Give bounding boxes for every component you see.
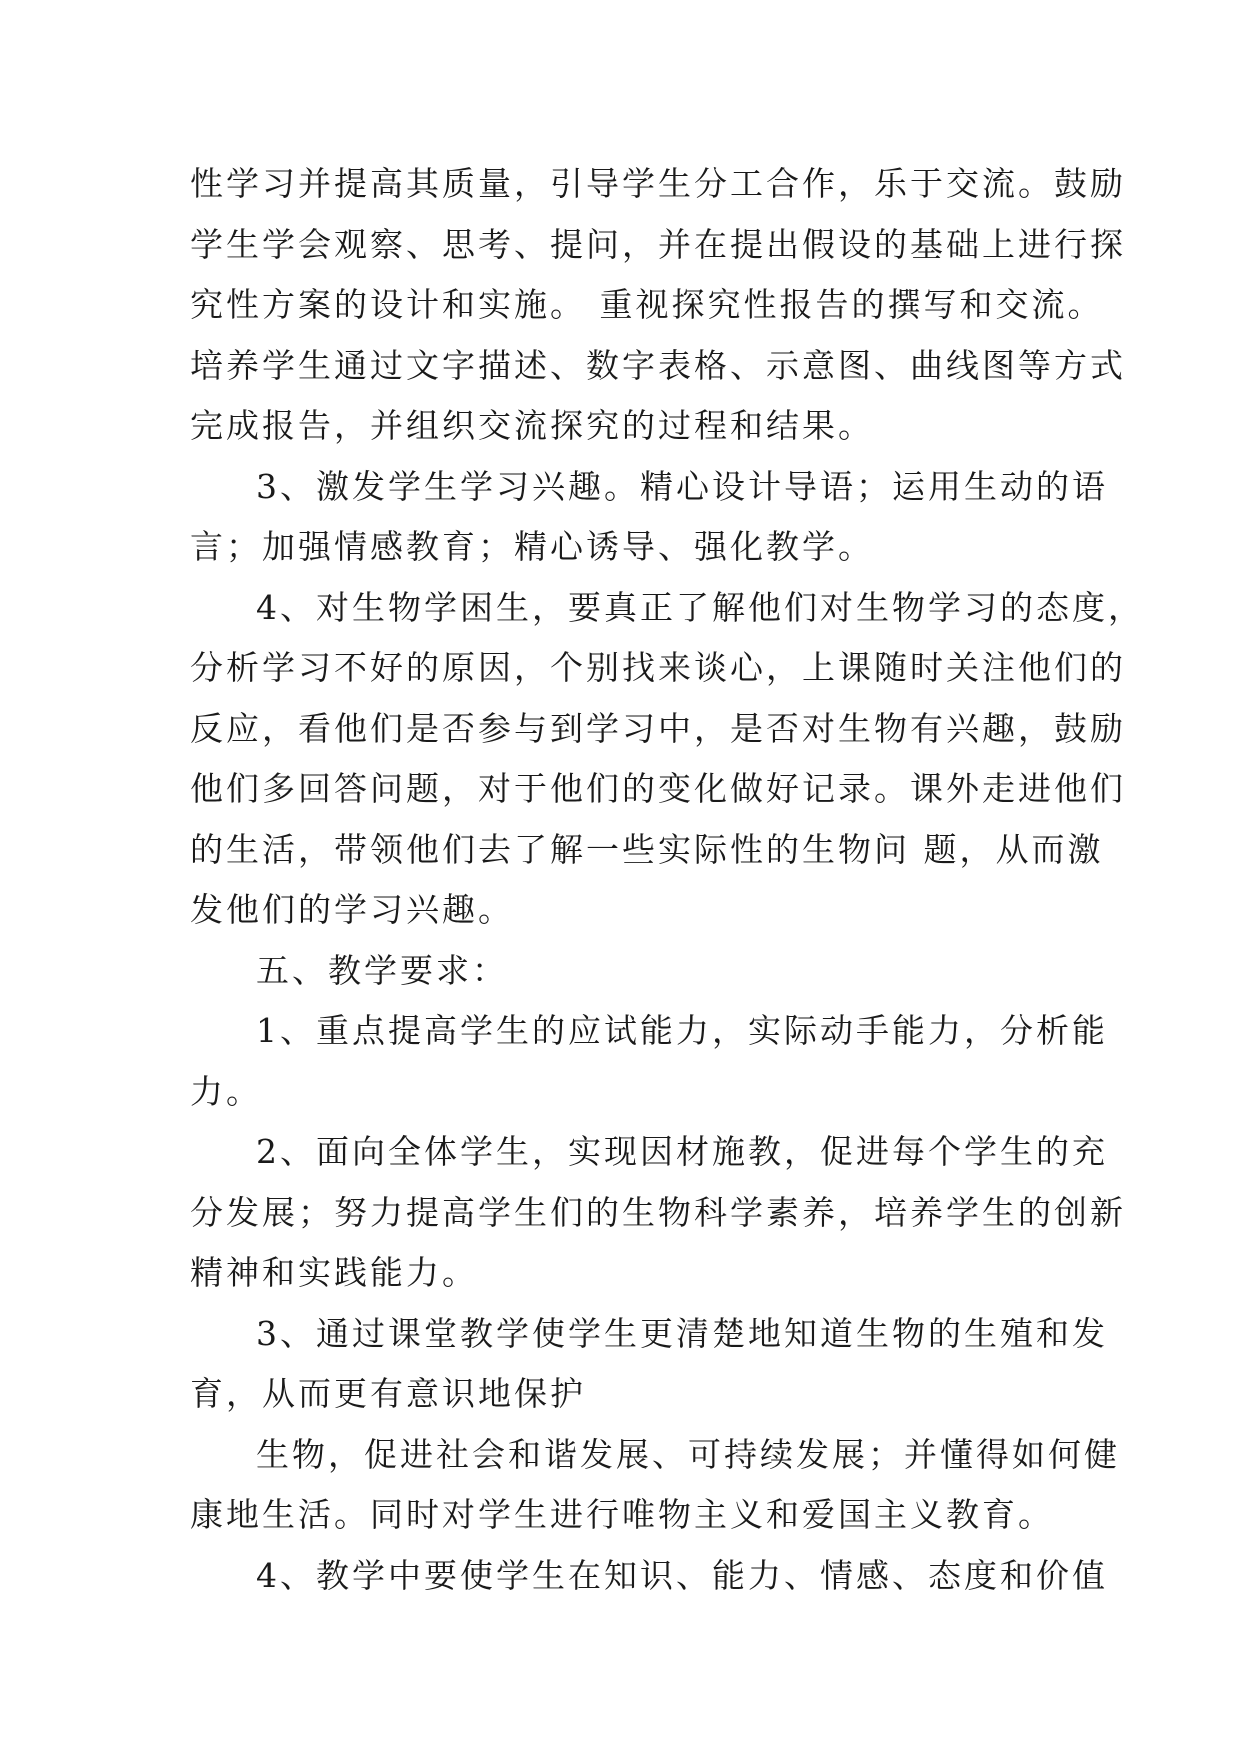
text-line: 分发展；努力提高学生们的生物科学素养，培养学生的创新 <box>190 1192 1126 1232</box>
text-line: 4、对生物学困生，要真正了解他们对生物学习的态度， <box>256 587 1144 627</box>
text-line: 康地生活。同时对学生进行唯物主义和爱国主义教育。 <box>190 1495 1054 1534</box>
text-line: 育，从而更有意识地保护 <box>190 1374 586 1413</box>
text-line: 培养学生通过文字描述、数字表格、示意图、曲线图等方式 <box>190 345 1126 385</box>
text-line: 生物，促进社会和谐发展、可持续发展；并懂得如何健 <box>256 1434 1120 1474</box>
text-line: 完成报告，并组织交流探究的过程和结果。 <box>190 406 874 445</box>
text-line: 的生活，带领他们去了解一些实际性的生物问 题，从而激 <box>190 829 1104 869</box>
section-heading: 五、教学要求： <box>256 950 508 990</box>
text-line: 学生学会观察、思考、提问，并在提出假设的基础上进行探 <box>190 224 1126 264</box>
text-line: 3、激发学生学习兴趣。精心设计导语；运用生动的语 <box>256 466 1108 506</box>
text-line: 性学习并提高其质量，引导学生分工合作，乐于交流。鼓励 <box>190 164 1126 203</box>
document-body <box>190 154 1144 1606</box>
text-line: 言；加强情感教育；精心诱导、强化教学。 <box>190 527 874 566</box>
text-line: 3、通过课堂教学使学生更清楚地知道生物的生殖和发 <box>256 1313 1108 1353</box>
text-line: 2、面向全体学生，实现因材施教，促进每个学生的充 <box>256 1132 1108 1171</box>
text-line: 1、重点提高学生的应试能力，实际动手能力，分析能 <box>256 1011 1108 1050</box>
text-line: 力。 <box>190 1071 262 1111</box>
text-line: 他们多回答问题，对于他们的变化做好记录。课外走进他们 <box>190 769 1126 808</box>
text-line: 分析学习不好的原因，个别找来谈心，上课随时关注他们的 <box>190 648 1126 687</box>
text-line: 反应，看他们是否参与到学习中，是否对生物有兴趣，鼓励 <box>190 708 1126 748</box>
text-line: 究性方案的设计和实施。 重视探究性报告的撰写和交流。 <box>190 285 1104 324</box>
text-line: 4、教学中要使学生在知识、能力、情感、态度和价值 <box>256 1555 1108 1595</box>
text-line: 发他们的学习兴趣。 <box>190 890 514 929</box>
text-line: 精神和实践能力。 <box>190 1253 478 1292</box>
